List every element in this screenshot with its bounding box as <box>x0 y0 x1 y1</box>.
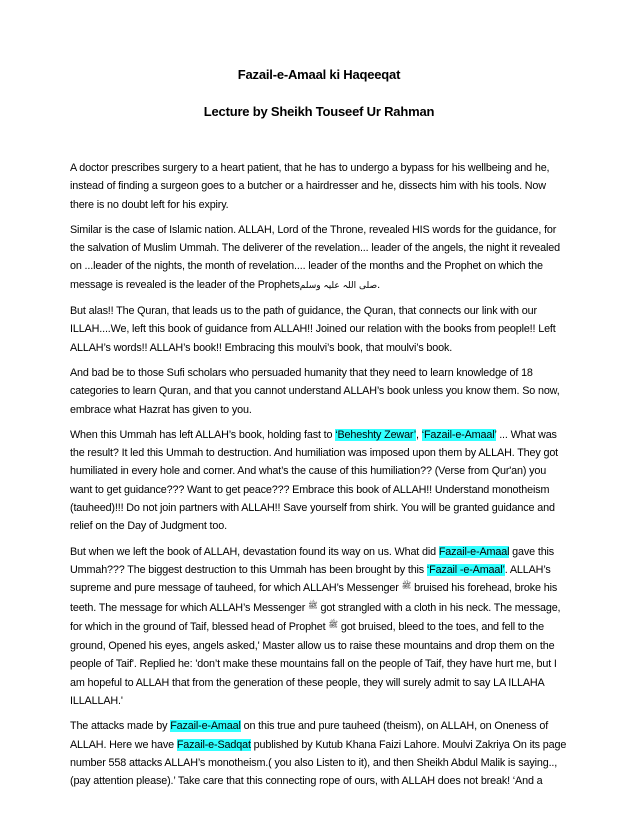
paragraph-7-text-b: on this true and pure tauheed (theism), on ALLAH, on Oneness of ALLAH. Here we have <box>70 720 549 751</box>
arabic-salutation: صلی اللہ علیہ وسلم <box>299 280 378 291</box>
highlight-fazail-e-amaal: Fazail-e-Amaal <box>438 545 510 558</box>
document-subtitle: Lecture by Sheikh Touseef Ur Rahman <box>203 104 435 119</box>
paragraph-2-text: Similar is the case of Islamic nation. ALLAH, Lord of the Throne, revealed HIS words for the guidance, for the salvation of Muslim Ummah. The deliverer of the revelation... leader of the angels, the night it revealed on ...leader of the nights, the month of revelation.... leader of the months and the Prophet on which the message is revealed is the leader of the Prophets <box>70 223 560 291</box>
paragraph-7-text-a: The attacks made by <box>70 720 171 733</box>
highlight-fazail-e-amaal-quoted: ‘Fazail -e-Amaal’ <box>426 563 505 576</box>
salutation-glyph: ﷺ <box>401 581 412 591</box>
paragraph-4-text: And bad be to those Sufi scholars who persuaded humanity that they need to learn knowledge of 18 categories to learn Quran, and that you cannot understand ALLAH’s book unless you know them. So now, embrace what Hazrat has given to you. <box>70 366 560 416</box>
highlight-fazail-e-amaal: Fazail-e-Amaal <box>170 720 241 733</box>
paragraph-2 <box>70 221 568 295</box>
paragraph-1 <box>70 159 568 214</box>
document-title: Fazail-e-Amaal ki Haqeeqat <box>237 67 401 82</box>
paragraph-3 <box>70 302 568 357</box>
paragraph-5-text-c: ... What was the result? It led this Ummah to destruction. And humiliation was imposed upon them by ALLAH. They got humiliated in every hole and corner. And what’s the cause of this humiliation?? (Verse from Qur'an) you want to get guidance??? Want to get peace??? Embrace this book of ALLAH!! Understand monotheism (tauheed)!!! Do not join partners with ALLAH!! Save yourself from shirk. You will be granted guidance and relief on the Day of Judgment too. <box>70 428 559 533</box>
paragraph-6-text-e: got strangled with a cloth in his neck. The message, for which in the ground of Taif, blessed head of Prophet <box>70 601 561 633</box>
paragraph-6-text-b: gave this Ummah??? The biggest destruction to this Ummah has been brought by this <box>70 545 555 576</box>
highlight-fazail-e-amaal: ‘Fazail-e-Amaal’ <box>421 428 497 441</box>
paragraph-5-text-a: When this Ummah has left ALLAH’s book, holding fast to <box>70 428 336 441</box>
paragraph-2-end: . <box>377 278 381 291</box>
highlight-fazail-e-sadqat: Fazail-e-Sadqat <box>176 738 251 751</box>
paragraph-6-text-d: bruised his forehead, broke his teeth. The message for which ALLAH’s Messenger <box>70 582 558 614</box>
paragraph-6-text-f: got bruised, bleed to the toes, and fell to the ground, Opened his eyes, angels asked,' Master allow us to raise these mountains and drop them on the people of Taif'. Replied he: 'don’t make these mountains fall on the people of Taif, they have hurt me, but I am hopeful to ALLAH that from the generation of these people, they will surely admit to say LA ILLAHA ILLALLAH.' <box>70 620 557 708</box>
document-body <box>70 159 568 791</box>
salutation-glyph: ﷺ <box>308 600 318 610</box>
paragraph-7-text-c: published by Kutub Khana Faizi Lahore. Moulvi Zakriya On its page number 558 attacks ALLAH’s monotheism.( you also Listen to it), and then Sheikh Abdul Malik is saying.., (pay attention please).’ Take care that this connecting rope of ours, with ALLAH does not break! ‘And a <box>70 738 567 788</box>
paragraph-6-text-a: But when we left the book of ALLAH, devastation found its way on us. What did <box>70 545 439 558</box>
highlight-beheshty-zewar: ‘Beheshty Zewar’ <box>335 428 417 441</box>
paragraph-3-text: But alas!! The Quran, that leads us to the path of guidance, the Quran, that connects our link with our ILLAH....We, left this book of guidance from ALLAH!! Joined our relation with the books from people!! Left ALLAH’s words!! ALLAH’s book!! Embracing this moulvi’s book, that moulvi’s book. <box>70 305 556 354</box>
salutation-glyph: ﷺ <box>328 619 339 629</box>
paragraph-5 <box>70 426 568 536</box>
paragraph-6-text-c: . ALLAH’s supreme and pure message of tauheed, for which ALLAH’s Messenger <box>70 563 551 595</box>
paragraph-5-text-b: , <box>416 428 422 441</box>
paragraph-7 <box>70 717 568 790</box>
paragraph-4 <box>70 364 568 419</box>
paragraph-1-text: A doctor prescribes surgery to a heart patient, that he has to undergo a bypass for his wellbeing and he, instead of finding a surgeon goes to a butcher or a hairdresser and he, dissects him with his tools. Now there is no doubt left for his expiry. <box>70 162 550 211</box>
paragraph-6 <box>70 543 568 711</box>
